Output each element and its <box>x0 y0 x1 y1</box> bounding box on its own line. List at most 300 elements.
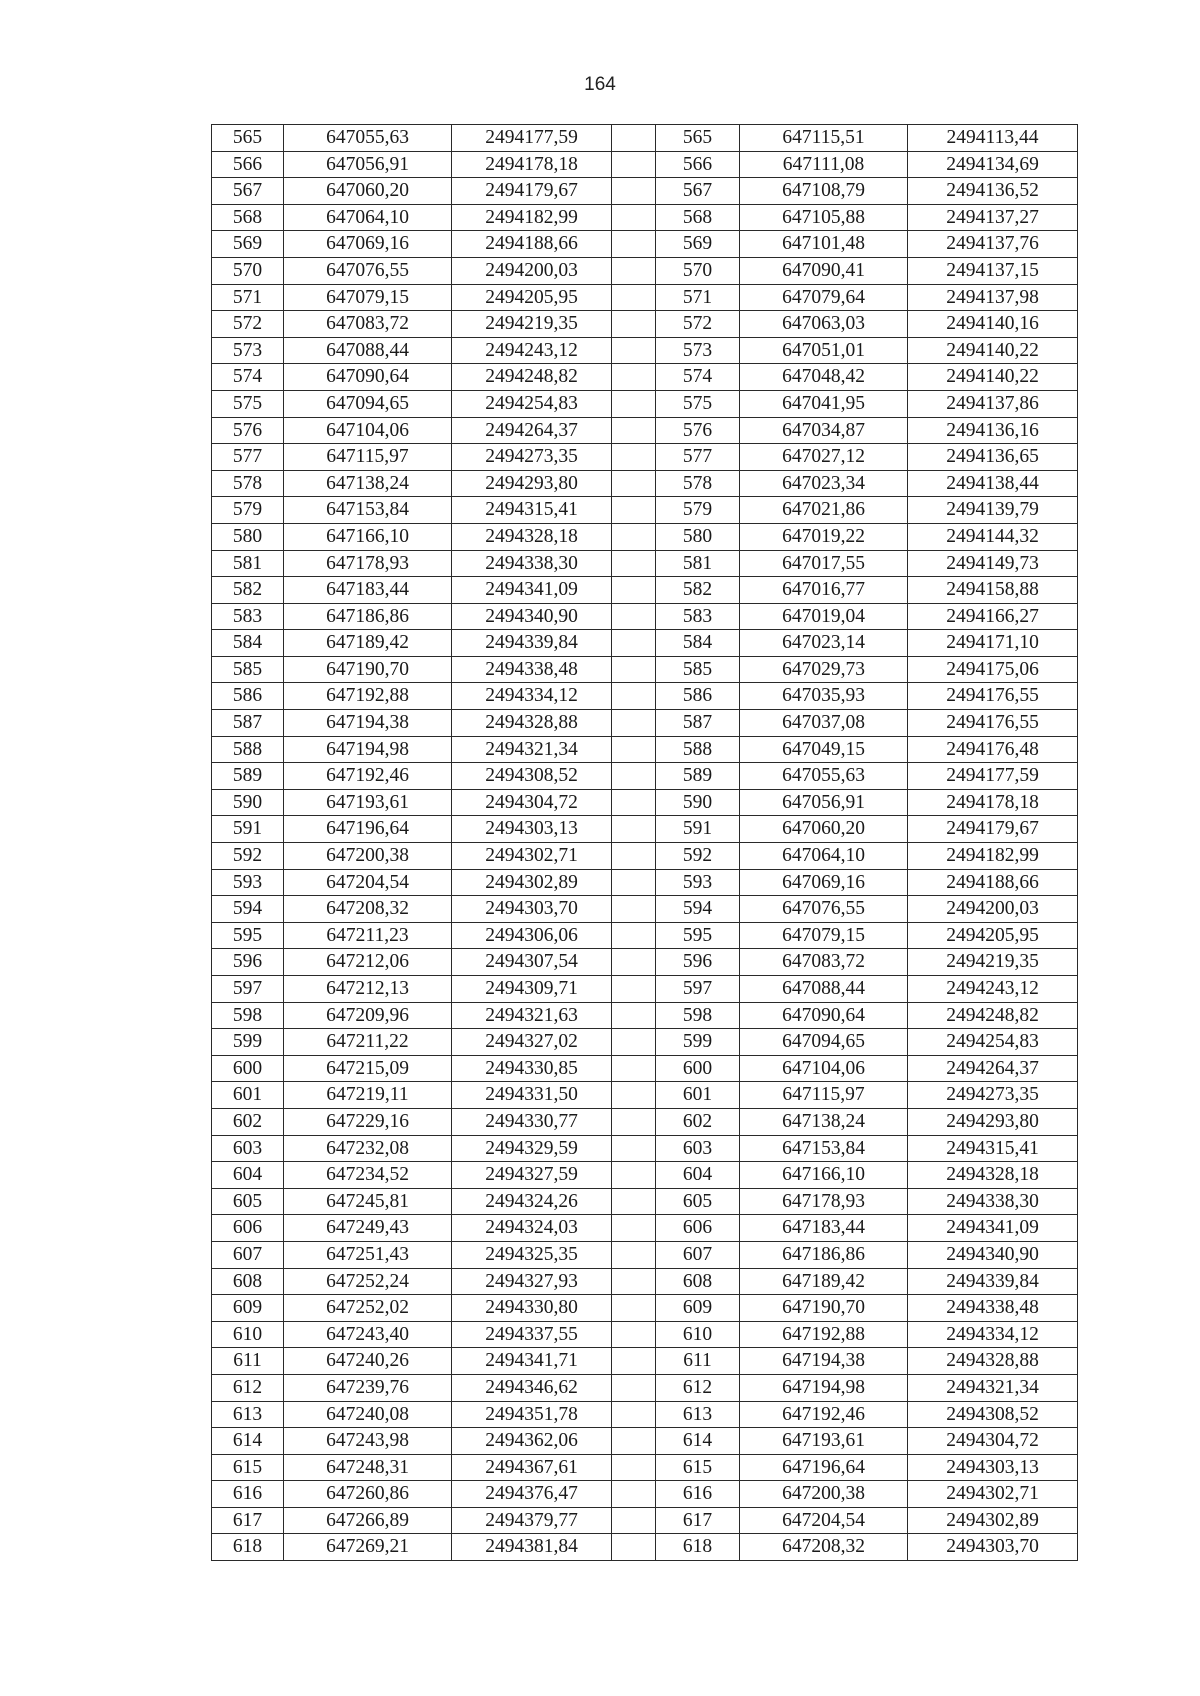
point-number-cell: 567 <box>656 178 740 205</box>
point-number-cell: 592 <box>212 843 284 870</box>
y-coordinate-cell: 2494137,76 <box>908 231 1078 258</box>
blank-cell <box>612 390 656 417</box>
blank-cell <box>612 1401 656 1428</box>
blank-cell <box>612 1374 656 1401</box>
y-coordinate-cell: 2494200,03 <box>452 257 612 284</box>
x-coordinate-cell: 647138,24 <box>740 1108 908 1135</box>
x-coordinate-cell: 647063,03 <box>740 311 908 338</box>
point-number-cell: 575 <box>212 390 284 417</box>
x-coordinate-cell: 647048,42 <box>740 364 908 391</box>
blank-cell <box>612 603 656 630</box>
x-coordinate-cell: 647034,87 <box>740 417 908 444</box>
y-coordinate-cell: 2494341,09 <box>908 1215 1078 1242</box>
blank-cell <box>612 1348 656 1375</box>
table-row <box>212 444 1078 471</box>
x-coordinate-cell: 647166,10 <box>284 523 452 550</box>
table-row <box>212 869 1078 896</box>
point-number-cell: 588 <box>656 736 740 763</box>
point-number-cell: 598 <box>656 1002 740 1029</box>
table-row <box>212 204 1078 231</box>
x-coordinate-cell: 647021,86 <box>740 497 908 524</box>
blank-cell <box>612 1188 656 1215</box>
point-number-cell: 597 <box>212 976 284 1003</box>
y-coordinate-cell: 2494330,77 <box>452 1108 612 1135</box>
table-row <box>212 257 1078 284</box>
y-coordinate-cell: 2494177,59 <box>452 125 612 152</box>
blank-cell <box>612 896 656 923</box>
coordinates-table <box>211 124 1078 1561</box>
x-coordinate-cell: 647016,77 <box>740 577 908 604</box>
table-row <box>212 1295 1078 1322</box>
point-number-cell: 583 <box>212 603 284 630</box>
table-row <box>212 550 1078 577</box>
x-coordinate-cell: 647248,31 <box>284 1454 452 1481</box>
point-number-cell: 577 <box>212 444 284 471</box>
x-coordinate-cell: 647111,08 <box>740 151 908 178</box>
x-coordinate-cell: 647232,08 <box>284 1135 452 1162</box>
blank-cell <box>612 1481 656 1508</box>
table-row <box>212 1215 1078 1242</box>
x-coordinate-cell: 647094,65 <box>740 1029 908 1056</box>
y-coordinate-cell: 2494324,26 <box>452 1188 612 1215</box>
x-coordinate-cell: 647069,16 <box>740 869 908 896</box>
point-number-cell: 595 <box>212 922 284 949</box>
y-coordinate-cell: 2494341,09 <box>452 577 612 604</box>
x-coordinate-cell: 647211,22 <box>284 1029 452 1056</box>
y-coordinate-cell: 2494327,02 <box>452 1029 612 1056</box>
y-coordinate-cell: 2494315,41 <box>452 497 612 524</box>
y-coordinate-cell: 2494308,52 <box>908 1401 1078 1428</box>
blank-cell <box>612 497 656 524</box>
x-coordinate-cell: 647212,13 <box>284 976 452 1003</box>
y-coordinate-cell: 2494339,84 <box>908 1268 1078 1295</box>
point-number-cell: 610 <box>656 1321 740 1348</box>
blank-cell <box>612 869 656 896</box>
table-row <box>212 843 1078 870</box>
x-coordinate-cell: 647192,88 <box>740 1321 908 1348</box>
y-coordinate-cell: 2494254,83 <box>908 1029 1078 1056</box>
point-number-cell: 599 <box>656 1029 740 1056</box>
y-coordinate-cell: 2494188,66 <box>452 231 612 258</box>
point-number-cell: 573 <box>656 337 740 364</box>
x-coordinate-cell: 647115,97 <box>740 1082 908 1109</box>
y-coordinate-cell: 2494273,35 <box>452 444 612 471</box>
table-row <box>212 683 1078 710</box>
point-number-cell: 605 <box>656 1188 740 1215</box>
x-coordinate-cell: 647219,11 <box>284 1082 452 1109</box>
table-row <box>212 125 1078 152</box>
x-coordinate-cell: 647051,01 <box>740 337 908 364</box>
table-row <box>212 364 1078 391</box>
table-row <box>212 337 1078 364</box>
point-number-cell: 591 <box>656 816 740 843</box>
point-number-cell: 610 <box>212 1321 284 1348</box>
x-coordinate-cell: 647064,10 <box>740 843 908 870</box>
point-number-cell: 591 <box>212 816 284 843</box>
point-number-cell: 601 <box>656 1082 740 1109</box>
page-number: 164 <box>584 74 616 95</box>
point-number-cell: 575 <box>656 390 740 417</box>
blank-cell <box>612 337 656 364</box>
point-number-cell: 594 <box>212 896 284 923</box>
x-coordinate-cell: 647269,21 <box>284 1534 452 1561</box>
point-number-cell: 607 <box>656 1241 740 1268</box>
y-coordinate-cell: 2494137,27 <box>908 204 1078 231</box>
x-coordinate-cell: 647153,84 <box>284 497 452 524</box>
y-coordinate-cell: 2494254,83 <box>452 390 612 417</box>
point-number-cell: 593 <box>212 869 284 896</box>
point-number-cell: 577 <box>656 444 740 471</box>
point-number-cell: 602 <box>656 1108 740 1135</box>
point-number-cell: 570 <box>656 257 740 284</box>
table-row <box>212 1428 1078 1455</box>
x-coordinate-cell: 647208,32 <box>740 1534 908 1561</box>
point-number-cell: 585 <box>656 656 740 683</box>
y-coordinate-cell: 2494321,63 <box>452 1002 612 1029</box>
y-coordinate-cell: 2494182,99 <box>908 843 1078 870</box>
x-coordinate-cell: 647192,88 <box>284 683 452 710</box>
x-coordinate-cell: 647115,97 <box>284 444 452 471</box>
blank-cell <box>612 231 656 258</box>
point-number-cell: 603 <box>212 1135 284 1162</box>
y-coordinate-cell: 2494293,80 <box>908 1108 1078 1135</box>
y-coordinate-cell: 2494306,06 <box>452 922 612 949</box>
table-row <box>212 1055 1078 1082</box>
blank-cell <box>612 1321 656 1348</box>
blank-cell <box>612 1268 656 1295</box>
y-coordinate-cell: 2494219,35 <box>908 949 1078 976</box>
table-row <box>212 1082 1078 1109</box>
blank-cell <box>612 311 656 338</box>
blank-cell <box>612 577 656 604</box>
y-coordinate-cell: 2494381,84 <box>452 1534 612 1561</box>
y-coordinate-cell: 2494179,67 <box>908 816 1078 843</box>
table-row <box>212 1162 1078 1189</box>
x-coordinate-cell: 647190,70 <box>740 1295 908 1322</box>
x-coordinate-cell: 647083,72 <box>740 949 908 976</box>
y-coordinate-cell: 2494362,06 <box>452 1428 612 1455</box>
table-row <box>212 1534 1078 1561</box>
table-row <box>212 523 1078 550</box>
table-row <box>212 311 1078 338</box>
point-number-cell: 604 <box>212 1162 284 1189</box>
table-row <box>212 284 1078 311</box>
y-coordinate-cell: 2494293,80 <box>452 470 612 497</box>
x-coordinate-cell: 647105,88 <box>740 204 908 231</box>
y-coordinate-cell: 2494334,12 <box>452 683 612 710</box>
table-row <box>212 1481 1078 1508</box>
y-coordinate-cell: 2494338,30 <box>908 1188 1078 1215</box>
y-coordinate-cell: 2494304,72 <box>908 1428 1078 1455</box>
x-coordinate-cell: 647076,55 <box>284 257 452 284</box>
point-number-cell: 588 <box>212 736 284 763</box>
y-coordinate-cell: 2494330,80 <box>452 1295 612 1322</box>
y-coordinate-cell: 2494303,13 <box>908 1454 1078 1481</box>
point-number-cell: 572 <box>212 311 284 338</box>
blank-cell <box>612 1428 656 1455</box>
point-number-cell: 582 <box>212 577 284 604</box>
y-coordinate-cell: 2494166,27 <box>908 603 1078 630</box>
y-coordinate-cell: 2494175,06 <box>908 656 1078 683</box>
y-coordinate-cell: 2494248,82 <box>908 1002 1078 1029</box>
x-coordinate-cell: 647153,84 <box>740 1135 908 1162</box>
point-number-cell: 566 <box>656 151 740 178</box>
table-row <box>212 151 1078 178</box>
table-row <box>212 1002 1078 1029</box>
point-number-cell: 616 <box>656 1481 740 1508</box>
y-coordinate-cell: 2494176,55 <box>908 683 1078 710</box>
blank-cell <box>612 284 656 311</box>
y-coordinate-cell: 2494176,48 <box>908 736 1078 763</box>
table-row <box>212 630 1078 657</box>
x-coordinate-cell: 647019,22 <box>740 523 908 550</box>
y-coordinate-cell: 2494315,41 <box>908 1135 1078 1162</box>
point-number-cell: 605 <box>212 1188 284 1215</box>
y-coordinate-cell: 2494264,37 <box>908 1055 1078 1082</box>
x-coordinate-cell: 647079,15 <box>740 922 908 949</box>
blank-cell <box>612 1241 656 1268</box>
x-coordinate-cell: 647101,48 <box>740 231 908 258</box>
y-coordinate-cell: 2494178,18 <box>908 789 1078 816</box>
table-row <box>212 1268 1078 1295</box>
blank-cell <box>612 1029 656 1056</box>
point-number-cell: 574 <box>212 364 284 391</box>
x-coordinate-cell: 647193,61 <box>740 1428 908 1455</box>
point-number-cell: 611 <box>212 1348 284 1375</box>
point-number-cell: 576 <box>656 417 740 444</box>
blank-cell <box>612 364 656 391</box>
point-number-cell: 586 <box>212 683 284 710</box>
y-coordinate-cell: 2494137,98 <box>908 284 1078 311</box>
blank-cell <box>612 151 656 178</box>
y-coordinate-cell: 2494140,22 <box>908 337 1078 364</box>
point-number-cell: 617 <box>656 1507 740 1534</box>
y-coordinate-cell: 2494337,55 <box>452 1321 612 1348</box>
y-coordinate-cell: 2494139,79 <box>908 497 1078 524</box>
table-row <box>212 656 1078 683</box>
table-row <box>212 1029 1078 1056</box>
y-coordinate-cell: 2494182,99 <box>452 204 612 231</box>
point-number-cell: 574 <box>656 364 740 391</box>
table-row <box>212 896 1078 923</box>
point-number-cell: 582 <box>656 577 740 604</box>
point-number-cell: 599 <box>212 1029 284 1056</box>
y-coordinate-cell: 2494339,84 <box>452 630 612 657</box>
table-row <box>212 1188 1078 1215</box>
y-coordinate-cell: 2494177,59 <box>908 763 1078 790</box>
y-coordinate-cell: 2494308,52 <box>452 763 612 790</box>
blank-cell <box>612 816 656 843</box>
x-coordinate-cell: 647019,04 <box>740 603 908 630</box>
y-coordinate-cell: 2494328,18 <box>452 523 612 550</box>
point-number-cell: 580 <box>212 523 284 550</box>
blank-cell <box>612 976 656 1003</box>
y-coordinate-cell: 2494205,95 <box>908 922 1078 949</box>
table-row <box>212 390 1078 417</box>
table-row <box>212 949 1078 976</box>
x-coordinate-cell: 647138,24 <box>284 470 452 497</box>
blank-cell <box>612 922 656 949</box>
blank-cell <box>612 1295 656 1322</box>
blank-cell <box>612 257 656 284</box>
x-coordinate-cell: 647252,24 <box>284 1268 452 1295</box>
point-number-cell: 584 <box>212 630 284 657</box>
y-coordinate-cell: 2494264,37 <box>452 417 612 444</box>
y-coordinate-cell: 2494302,89 <box>452 869 612 896</box>
blank-cell <box>612 1135 656 1162</box>
x-coordinate-cell: 647194,98 <box>284 736 452 763</box>
y-coordinate-cell: 2494134,69 <box>908 151 1078 178</box>
x-coordinate-cell: 647064,10 <box>284 204 452 231</box>
x-coordinate-cell: 647189,42 <box>740 1268 908 1295</box>
y-coordinate-cell: 2494140,22 <box>908 364 1078 391</box>
y-coordinate-cell: 2494176,55 <box>908 710 1078 737</box>
blank-cell <box>612 125 656 152</box>
x-coordinate-cell: 647194,38 <box>284 710 452 737</box>
point-number-cell: 597 <box>656 976 740 1003</box>
point-number-cell: 585 <box>212 656 284 683</box>
point-number-cell: 572 <box>656 311 740 338</box>
point-number-cell: 613 <box>656 1401 740 1428</box>
x-coordinate-cell: 647183,44 <box>284 577 452 604</box>
y-coordinate-cell: 2494303,13 <box>452 816 612 843</box>
x-coordinate-cell: 647035,93 <box>740 683 908 710</box>
y-coordinate-cell: 2494325,35 <box>452 1241 612 1268</box>
x-coordinate-cell: 647166,10 <box>740 1162 908 1189</box>
blank-cell <box>612 1082 656 1109</box>
table-row <box>212 710 1078 737</box>
y-coordinate-cell: 2494158,88 <box>908 577 1078 604</box>
x-coordinate-cell: 647196,64 <box>284 816 452 843</box>
point-number-cell: 609 <box>656 1295 740 1322</box>
blank-cell <box>612 656 656 683</box>
x-coordinate-cell: 647240,26 <box>284 1348 452 1375</box>
x-coordinate-cell: 647076,55 <box>740 896 908 923</box>
point-number-cell: 589 <box>212 763 284 790</box>
table-row <box>212 1454 1078 1481</box>
point-number-cell: 615 <box>212 1454 284 1481</box>
x-coordinate-cell: 647211,23 <box>284 922 452 949</box>
x-coordinate-cell: 647243,98 <box>284 1428 452 1455</box>
y-coordinate-cell: 2494137,15 <box>908 257 1078 284</box>
y-coordinate-cell: 2494327,59 <box>452 1162 612 1189</box>
x-coordinate-cell: 647029,73 <box>740 656 908 683</box>
y-coordinate-cell: 2494340,90 <box>452 603 612 630</box>
x-coordinate-cell: 647090,64 <box>284 364 452 391</box>
table-row <box>212 976 1078 1003</box>
y-coordinate-cell: 2494328,88 <box>908 1348 1078 1375</box>
x-coordinate-cell: 647212,06 <box>284 949 452 976</box>
point-number-cell: 581 <box>656 550 740 577</box>
point-number-cell: 570 <box>212 257 284 284</box>
point-number-cell: 618 <box>656 1534 740 1561</box>
blank-cell <box>612 789 656 816</box>
point-number-cell: 567 <box>212 178 284 205</box>
table-row <box>212 1241 1078 1268</box>
y-coordinate-cell: 2494338,30 <box>452 550 612 577</box>
y-coordinate-cell: 2494171,10 <box>908 630 1078 657</box>
x-coordinate-cell: 647194,38 <box>740 1348 908 1375</box>
point-number-cell: 617 <box>212 1507 284 1534</box>
x-coordinate-cell: 647194,98 <box>740 1374 908 1401</box>
x-coordinate-cell: 647208,32 <box>284 896 452 923</box>
y-coordinate-cell: 2494144,32 <box>908 523 1078 550</box>
y-coordinate-cell: 2494338,48 <box>908 1295 1078 1322</box>
point-number-cell: 595 <box>656 922 740 949</box>
point-number-cell: 594 <box>656 896 740 923</box>
point-number-cell: 596 <box>656 949 740 976</box>
x-coordinate-cell: 647196,64 <box>740 1454 908 1481</box>
blank-cell <box>612 1055 656 1082</box>
point-number-cell: 587 <box>212 710 284 737</box>
x-coordinate-cell: 647094,65 <box>284 390 452 417</box>
x-coordinate-cell: 647239,76 <box>284 1374 452 1401</box>
y-coordinate-cell: 2494331,50 <box>452 1082 612 1109</box>
point-number-cell: 573 <box>212 337 284 364</box>
table-row <box>212 603 1078 630</box>
x-coordinate-cell: 647023,14 <box>740 630 908 657</box>
point-number-cell: 615 <box>656 1454 740 1481</box>
point-number-cell: 578 <box>212 470 284 497</box>
y-coordinate-cell: 2494219,35 <box>452 311 612 338</box>
y-coordinate-cell: 2494136,52 <box>908 178 1078 205</box>
y-coordinate-cell: 2494302,89 <box>908 1507 1078 1534</box>
point-number-cell: 614 <box>212 1428 284 1455</box>
table-row <box>212 816 1078 843</box>
point-number-cell: 590 <box>656 789 740 816</box>
point-number-cell: 600 <box>656 1055 740 1082</box>
table-row <box>212 417 1078 444</box>
y-coordinate-cell: 2494321,34 <box>908 1374 1078 1401</box>
y-coordinate-cell: 2494205,95 <box>452 284 612 311</box>
y-coordinate-cell: 2494303,70 <box>908 1534 1078 1561</box>
y-coordinate-cell: 2494248,82 <box>452 364 612 391</box>
y-coordinate-cell: 2494138,44 <box>908 470 1078 497</box>
x-coordinate-cell: 647183,44 <box>740 1215 908 1242</box>
point-number-cell: 598 <box>212 1002 284 1029</box>
blank-cell <box>612 736 656 763</box>
point-number-cell: 565 <box>212 125 284 152</box>
blank-cell <box>612 683 656 710</box>
x-coordinate-cell: 647055,63 <box>740 763 908 790</box>
point-number-cell: 589 <box>656 763 740 790</box>
point-number-cell: 612 <box>656 1374 740 1401</box>
point-number-cell: 608 <box>212 1268 284 1295</box>
point-number-cell: 596 <box>212 949 284 976</box>
x-coordinate-cell: 647190,70 <box>284 656 452 683</box>
x-coordinate-cell: 647229,16 <box>284 1108 452 1135</box>
x-coordinate-cell: 647260,86 <box>284 1481 452 1508</box>
y-coordinate-cell: 2494367,61 <box>452 1454 612 1481</box>
y-coordinate-cell: 2494327,93 <box>452 1268 612 1295</box>
y-coordinate-cell: 2494376,47 <box>452 1481 612 1508</box>
point-number-cell: 581 <box>212 550 284 577</box>
blank-cell <box>612 550 656 577</box>
x-coordinate-cell: 647069,16 <box>284 231 452 258</box>
table-row <box>212 1321 1078 1348</box>
y-coordinate-cell: 2494328,88 <box>452 710 612 737</box>
x-coordinate-cell: 647192,46 <box>740 1401 908 1428</box>
point-number-cell: 569 <box>212 231 284 258</box>
x-coordinate-cell: 647079,64 <box>740 284 908 311</box>
x-coordinate-cell: 647056,91 <box>284 151 452 178</box>
y-coordinate-cell: 2494273,35 <box>908 1082 1078 1109</box>
blank-cell <box>612 1108 656 1135</box>
point-number-cell: 571 <box>656 284 740 311</box>
y-coordinate-cell: 2494351,78 <box>452 1401 612 1428</box>
y-coordinate-cell: 2494324,03 <box>452 1215 612 1242</box>
y-coordinate-cell: 2494309,71 <box>452 976 612 1003</box>
